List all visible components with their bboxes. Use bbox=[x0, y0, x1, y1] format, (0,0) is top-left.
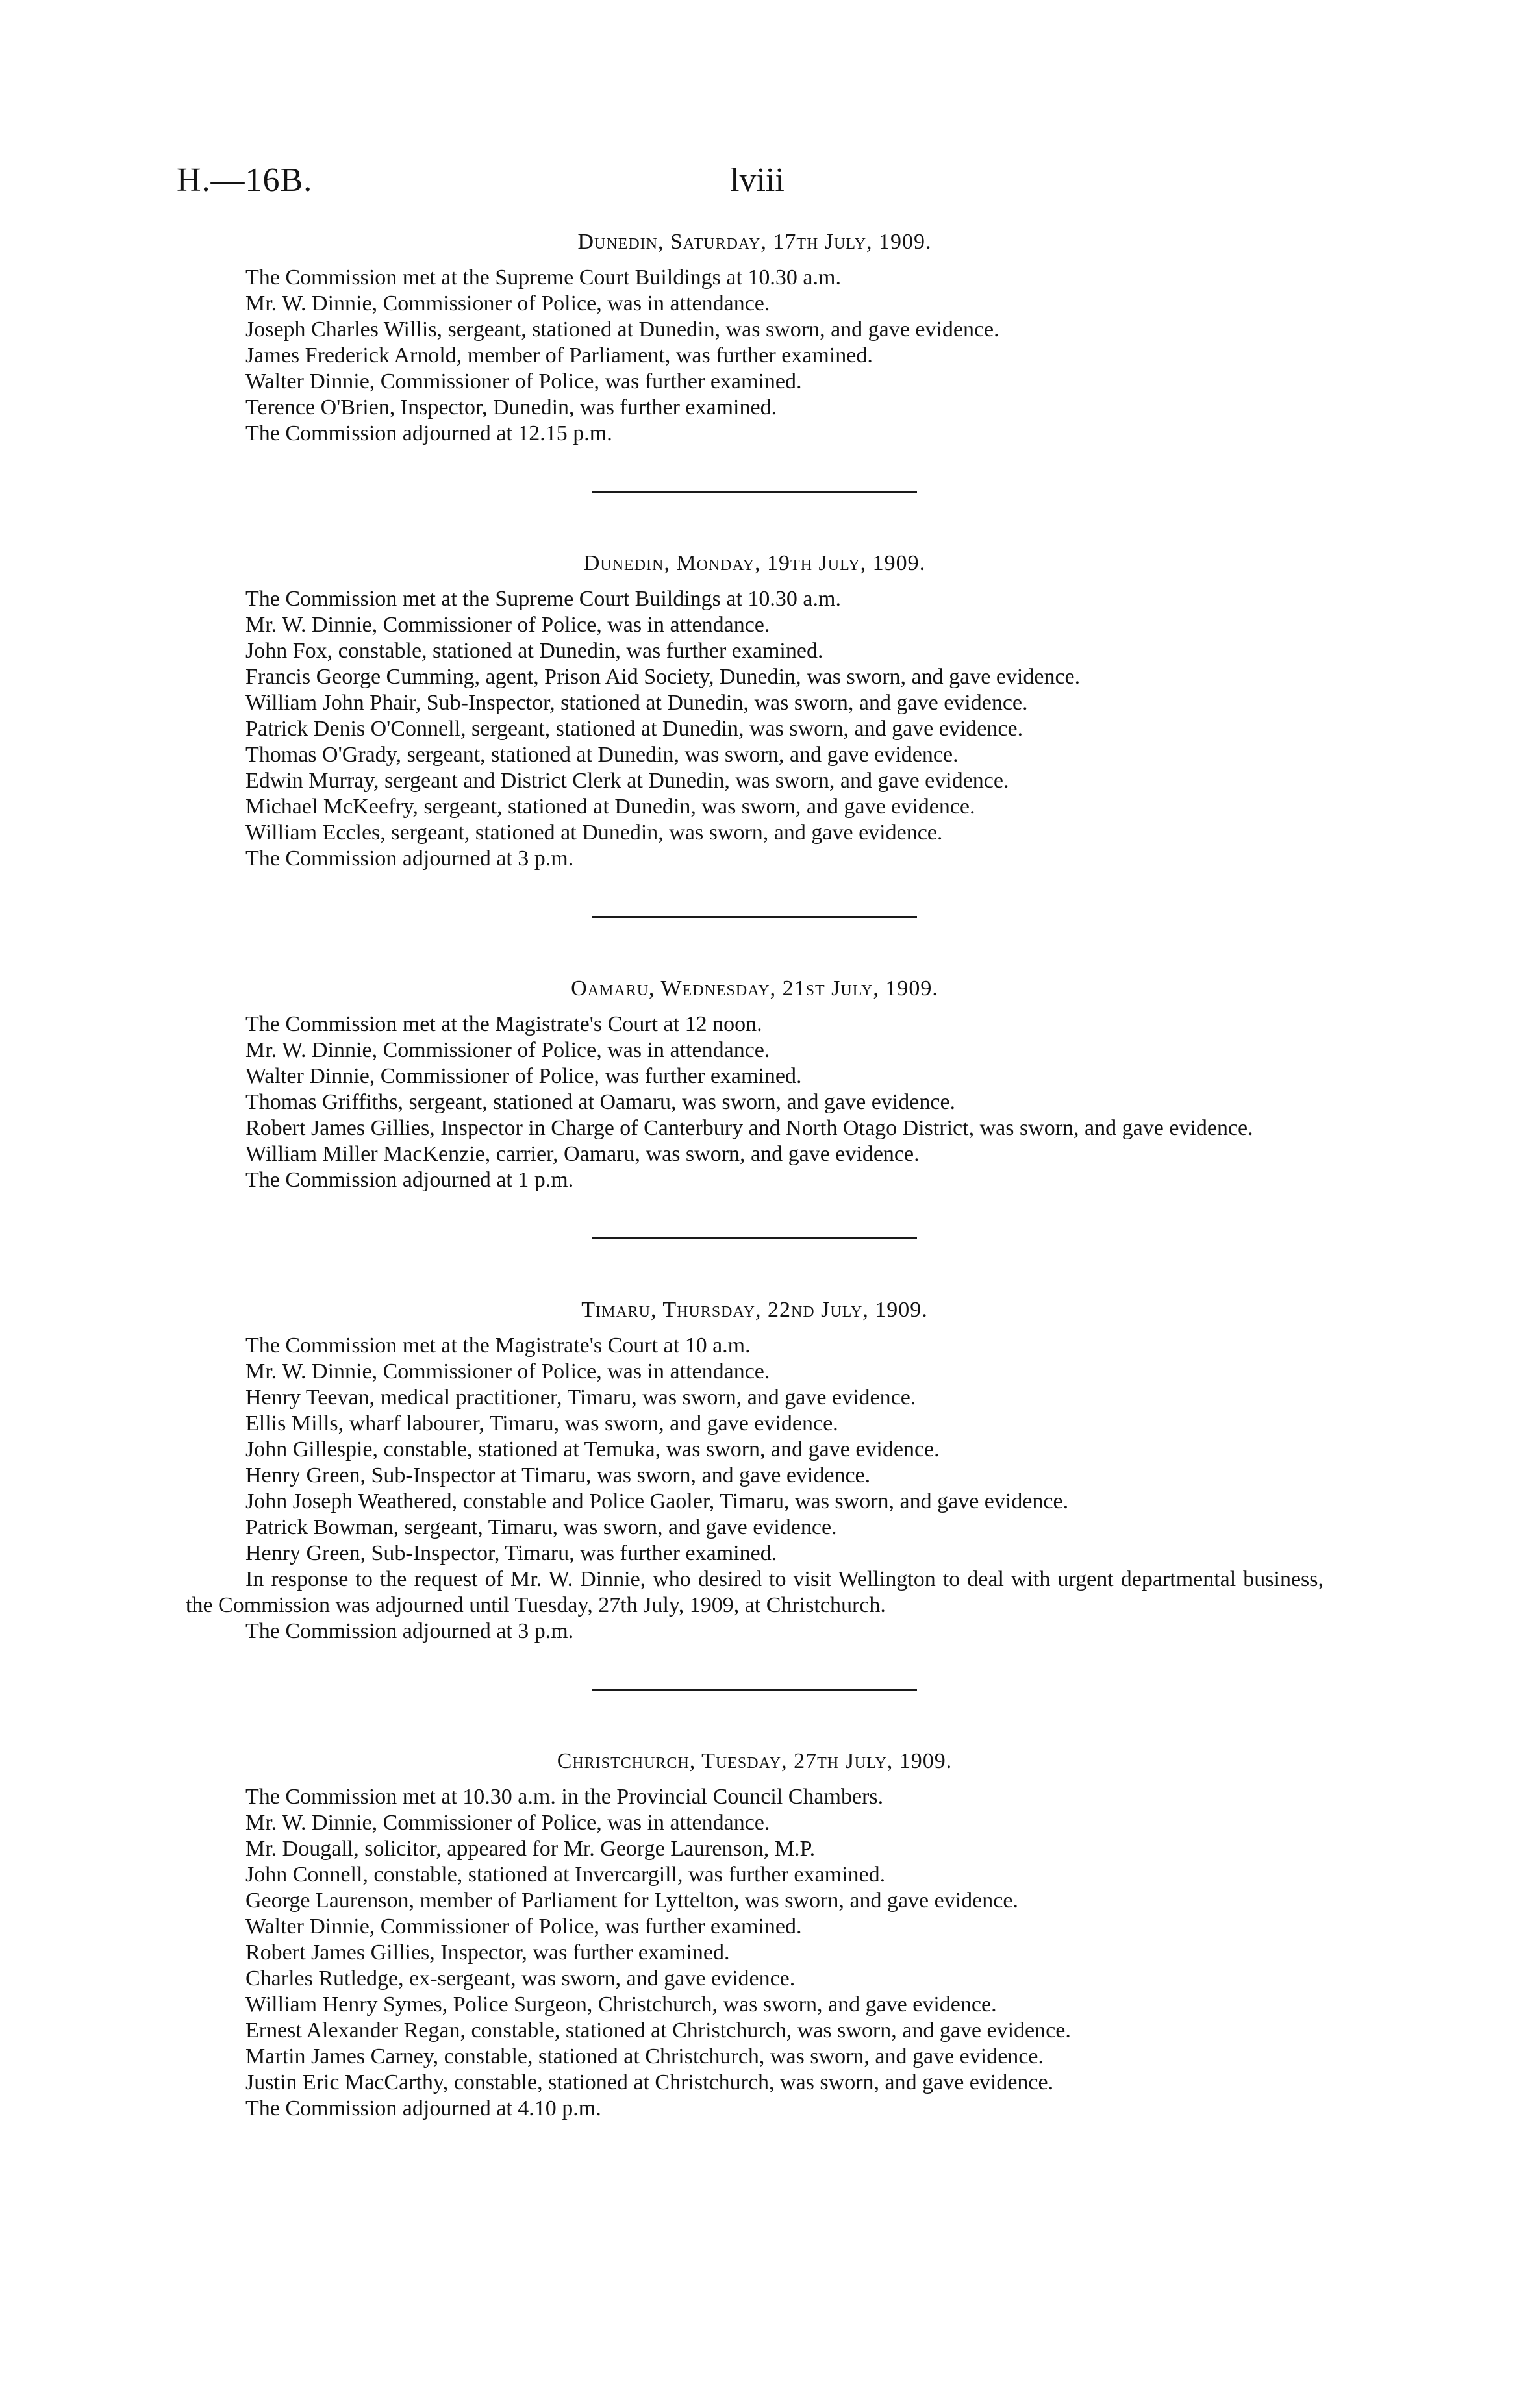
minute-line: Terence O'Brien, Inspector, Dunedin, was further examined. bbox=[245, 395, 777, 419]
minute-line: Robert James Gillies, Inspector in Charge of Canterbury and North Otago District, was sworn, and gave evidence. bbox=[245, 1116, 1253, 1140]
session-timaru-22-july bbox=[186, 1295, 1324, 1645]
minute-line: Patrick Denis O'Connell, sergeant, stationed at Dunedin, was sworn, and gave evidence. bbox=[245, 717, 1023, 741]
minute-line: Justin Eric MacCarthy, constable, stationed at Christchurch, was sworn, and gave evidence. bbox=[245, 2070, 1054, 2094]
minute-line: Ellis Mills, wharf labourer, Timaru, was sworn, and gave evidence. bbox=[245, 1411, 838, 1435]
section-divider bbox=[592, 1689, 917, 1691]
minute-line: Mr. Dougall, solicitor, appeared for Mr. George Laurenson, M.P. bbox=[245, 1837, 816, 1861]
minute-line: John Joseph Weathered, constable and Police Gaoler, Timaru, was sworn, and gave evidence. bbox=[245, 1489, 1069, 1513]
minute-line: Michael McKeefry, sergeant, stationed at Dunedin, was sworn, and gave evidence. bbox=[245, 795, 975, 819]
minute-line: Henry Teevan, medical practitioner, Timaru, was sworn, and gave evidence. bbox=[245, 1385, 916, 1409]
minute-line: The Commission adjourned at 4.10 p.m. bbox=[245, 2096, 601, 2120]
minute-line: William Henry Symes, Police Surgeon, Christchurch, was sworn, and gave evidence. bbox=[245, 1992, 997, 2017]
minute-line: William John Phair, Sub-Inspector, stationed at Dunedin, was sworn, and gave evidence. bbox=[245, 691, 1028, 715]
minute-line: Ernest Alexander Regan, constable, stationed at Christchurch, was sworn, and gave evidence. bbox=[245, 2018, 1071, 2042]
minute-line: Henry Green, Sub-Inspector at Timaru, was sworn, and gave evidence. bbox=[245, 1463, 871, 1487]
minute-line: The Commission adjourned at 12.15 p.m. bbox=[245, 421, 612, 445]
document-reference: H.—16B. bbox=[177, 162, 313, 199]
section-divider bbox=[592, 1237, 917, 1239]
minute-line: The Commission met at the Magistrate's Court at 10 a.m. bbox=[245, 1334, 751, 1358]
minute-line: The Commission adjourned at 3 p.m. bbox=[245, 1619, 574, 1643]
session-dunedin-17-july bbox=[186, 227, 1324, 447]
minute-line: Thomas O'Grady, sergeant, stationed at Dunedin, was sworn, and gave evidence. bbox=[245, 743, 959, 767]
minute-line: Mr. W. Dinnie, Commissioner of Police, was in attendance. bbox=[245, 613, 770, 637]
minute-line: In response to the request of Mr. W. Dinnie, who desired to visit Wellington to deal with urgent departmental business, the Commission was adjourned until Tuesday, 27th July, 1909, at Christchurch. bbox=[186, 1567, 1324, 1617]
session-heading: Timaru, Thursday, 22nd July, 1909. bbox=[581, 1298, 928, 1322]
minute-line: The Commission met at the Supreme Court Buildings at 10.30 a.m. bbox=[245, 266, 841, 290]
minute-line: James Frederick Arnold, member of Parliament, was further examined. bbox=[245, 343, 873, 367]
minute-line: Walter Dinnie, Commissioner of Police, was further examined. bbox=[245, 369, 802, 393]
session-dunedin-19-july bbox=[186, 549, 1324, 872]
minute-line: William Miller MacKenzie, carrier, Oamaru, was sworn, and gave evidence. bbox=[245, 1142, 920, 1166]
minute-line: Mr. W. Dinnie, Commissioner of Police, was in attendance. bbox=[245, 1038, 770, 1062]
minute-line: Edwin Murray, sergeant and District Clerk at Dunedin, was sworn, and gave evidence. bbox=[245, 769, 1009, 793]
minute-line: Walter Dinnie, Commissioner of Police, was further examined. bbox=[245, 1064, 802, 1088]
session-heading: Christchurch, Tuesday, 27th July, 1909. bbox=[557, 1749, 953, 1773]
minute-line: The Commission met at the Magistrate's Court at 12 noon. bbox=[245, 1012, 762, 1036]
session-heading: Oamaru, Wednesday, 21st July, 1909. bbox=[571, 976, 938, 1000]
minute-line: Henry Green, Sub-Inspector, Timaru, was further examined. bbox=[245, 1541, 777, 1565]
page-header bbox=[0, 161, 1519, 213]
minute-line: Mr. W. Dinnie, Commissioner of Police, was in attendance. bbox=[245, 1359, 770, 1384]
minute-line: Joseph Charles Willis, sergeant, stationed at Dunedin, was sworn, and gave evidence. bbox=[245, 317, 999, 341]
minute-line: The Commission adjourned at 3 p.m. bbox=[245, 847, 574, 871]
section-divider bbox=[592, 916, 917, 918]
minute-line: Walter Dinnie, Commissioner of Police, was further examined. bbox=[245, 1915, 802, 1939]
minute-line: Mr. W. Dinnie, Commissioner of Police, was in attendance. bbox=[245, 1811, 770, 1835]
minute-line: Robert James Gillies, Inspector, was further examined. bbox=[245, 1941, 730, 1965]
minute-line: Francis George Cumming, agent, Prison Aid Society, Dunedin, was sworn, and gave evidence. bbox=[245, 665, 1081, 689]
minute-line: George Laurenson, member of Parliament for Lyttelton, was sworn, and gave evidence. bbox=[245, 1889, 1018, 1913]
minute-line: John Gillespie, constable, stationed at Temuka, was sworn, and gave evidence. bbox=[245, 1437, 940, 1461]
minute-line: Patrick Bowman, sergeant, Timaru, was sworn, and gave evidence. bbox=[245, 1515, 837, 1539]
minute-line: William Eccles, sergeant, stationed at Dunedin, was sworn, and gave evidence. bbox=[245, 821, 943, 845]
minute-line: The Commission adjourned at 1 p.m. bbox=[245, 1168, 574, 1192]
minute-line: The Commission met at the Supreme Court Buildings at 10.30 a.m. bbox=[245, 587, 841, 611]
minute-line: The Commission met at 10.30 a.m. in the Provincial Council Chambers. bbox=[245, 1785, 884, 1809]
minute-line: Thomas Griffiths, sergeant, stationed at Oamaru, was sworn, and gave evidence. bbox=[245, 1090, 956, 1114]
minute-line: John Fox, constable, stationed at Dunedin, was further examined. bbox=[245, 639, 823, 663]
session-heading: Dunedin, Monday, 19th July, 1909. bbox=[583, 551, 926, 575]
page-number: lviii bbox=[730, 162, 785, 199]
document-body bbox=[186, 227, 1324, 2122]
session-heading: Dunedin, Saturday, 17th July, 1909. bbox=[577, 230, 932, 254]
section-divider bbox=[592, 491, 917, 493]
minute-line: Mr. W. Dinnie, Commissioner of Police, was in attendance. bbox=[245, 292, 770, 316]
minute-line: Charles Rutledge, ex-sergeant, was sworn, and gave evidence. bbox=[245, 1967, 796, 1991]
minute-line: John Connell, constable, stationed at Invercargill, was further examined. bbox=[245, 1863, 886, 1887]
minute-line: Martin James Carney, constable, stationed at Christchurch, was sworn, and gave evidence. bbox=[245, 2044, 1044, 2068]
session-oamaru-21-july bbox=[186, 974, 1324, 1193]
session-christchurch-27-july bbox=[186, 1746, 1324, 2122]
